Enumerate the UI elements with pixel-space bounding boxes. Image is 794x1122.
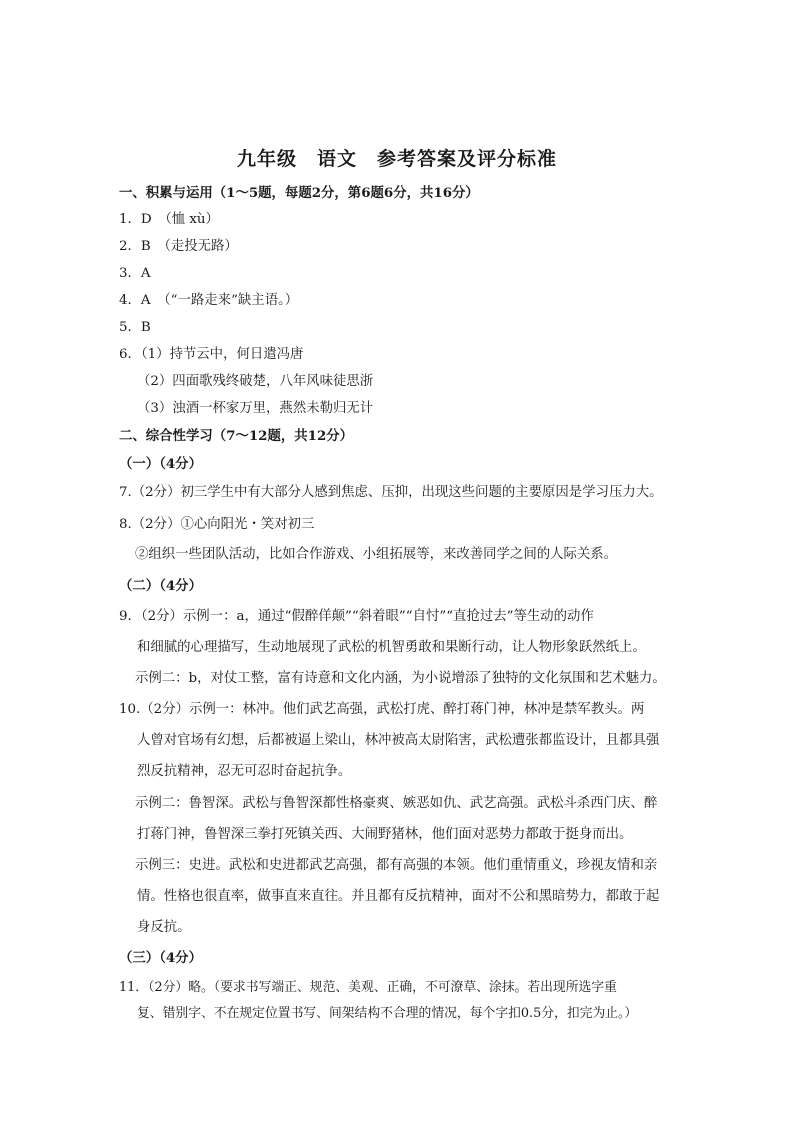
answer-5: 5．B bbox=[119, 320, 151, 335]
answer-11-line1: 11．（2分）略。（要求书写端正、规范、美观、正确，不可潦草、涂抹。若出现所选字重 bbox=[119, 980, 617, 995]
section1-heading: 一、积累与运用（1～5题，每题2分，第6题6分，共16分） bbox=[119, 185, 479, 201]
answer-6-part2: （2）四面歌残终破楚，八年风味徒思浙 bbox=[137, 374, 374, 389]
answer-8-a: 8.（2分）①心向阳光・笑对初三 bbox=[119, 517, 315, 532]
answer-4: 4．A （“一路走来”缺主语。） bbox=[119, 293, 299, 308]
answer-10-line2: 人曾对官场有幻想，后都被逼上梁山，林冲被高太尉陷害，武松遭张都监设计，且都具强 bbox=[137, 733, 660, 748]
answer-10-example3-line2: 情。性格也很直率，做事直来直往。并且都有反抗精神，面对不公和黑暗势力，都敢于起 bbox=[137, 889, 660, 904]
part3-heading: （三）（4分） bbox=[119, 950, 202, 966]
answer-7: 7.（2分）初三学生中有大部分人感到焦虑、压抑，出现这些问题的主要原因是学习压力大。 bbox=[119, 485, 663, 500]
answer-6-part3: （3）浊酒一杯家万里，燕然未勒归无计 bbox=[137, 401, 374, 416]
answer-11-line2: 复、错别字、不在规定位置书写、间架结构不合理的情况，每个字扣0.5分，扣完为止。） bbox=[137, 1006, 638, 1021]
answer-9-example2: 示例二：b，对仗工整，富有诗意和文化内涵，为小说增添了独特的文化氛围和艺术魅力。 bbox=[135, 671, 666, 686]
answer-3: 3．A bbox=[119, 266, 151, 281]
answer-10-line1: 10.（2分）示例一：林冲。他们武艺高强，武松打虎、醉打蒋门神，林冲是禁军教头。两 bbox=[119, 702, 645, 717]
answer-10-example2-line1: 示例二：鲁智深。武松与鲁智深都性格豪爽、嫉恶如仇、武艺高强。武松斗杀西门庆、醉 bbox=[135, 796, 658, 811]
page-title: 九年级 语文 参考答案及评分标准 bbox=[236, 148, 557, 170]
answer-10-line3: 烈反抗精神，忍无可忍时奋起抗争。 bbox=[137, 764, 352, 779]
answer-10-example2-line2: 打蒋门神，鲁智深三拳打死镇关西、大闹野猪林，他们面对恶势力都敢于挺身而出。 bbox=[137, 827, 633, 842]
answer-9-line1: 9．（2分）示例一：a，通过“假醉佯颠”“斜着眼”“自忖”“直抢过去”等生动的动作 bbox=[119, 609, 594, 624]
answer-10-example3-line3: 身反抗。 bbox=[137, 920, 191, 935]
answer-10-example3-line1: 示例三：史进。武松和史进都武艺高强，都有高强的本领。他们重情重义，珍视友情和亲 bbox=[135, 858, 658, 873]
answer-2: 2．B （走投无路） bbox=[119, 239, 238, 254]
section2-heading: 二、综合性学习（7～12题，共12分） bbox=[119, 428, 354, 444]
answer-8-b: ②组织一些团队活动，比如合作游戏、小组拓展等，来改善同学之间的人际关系。 bbox=[135, 547, 618, 562]
answer-1: 1．D （恤 xù） bbox=[119, 212, 219, 227]
answer-6-part1: 6．（1）持节云中，何日遣冯唐 bbox=[119, 347, 304, 362]
part1-heading: （一）（4分） bbox=[119, 456, 202, 472]
answer-9-line2: 和细腻的心理描写，生动地展现了武松的机智勇敢和果断行动，让人物形象跃然纸上。 bbox=[137, 640, 646, 655]
part2-heading: （二）（4分） bbox=[119, 578, 202, 594]
